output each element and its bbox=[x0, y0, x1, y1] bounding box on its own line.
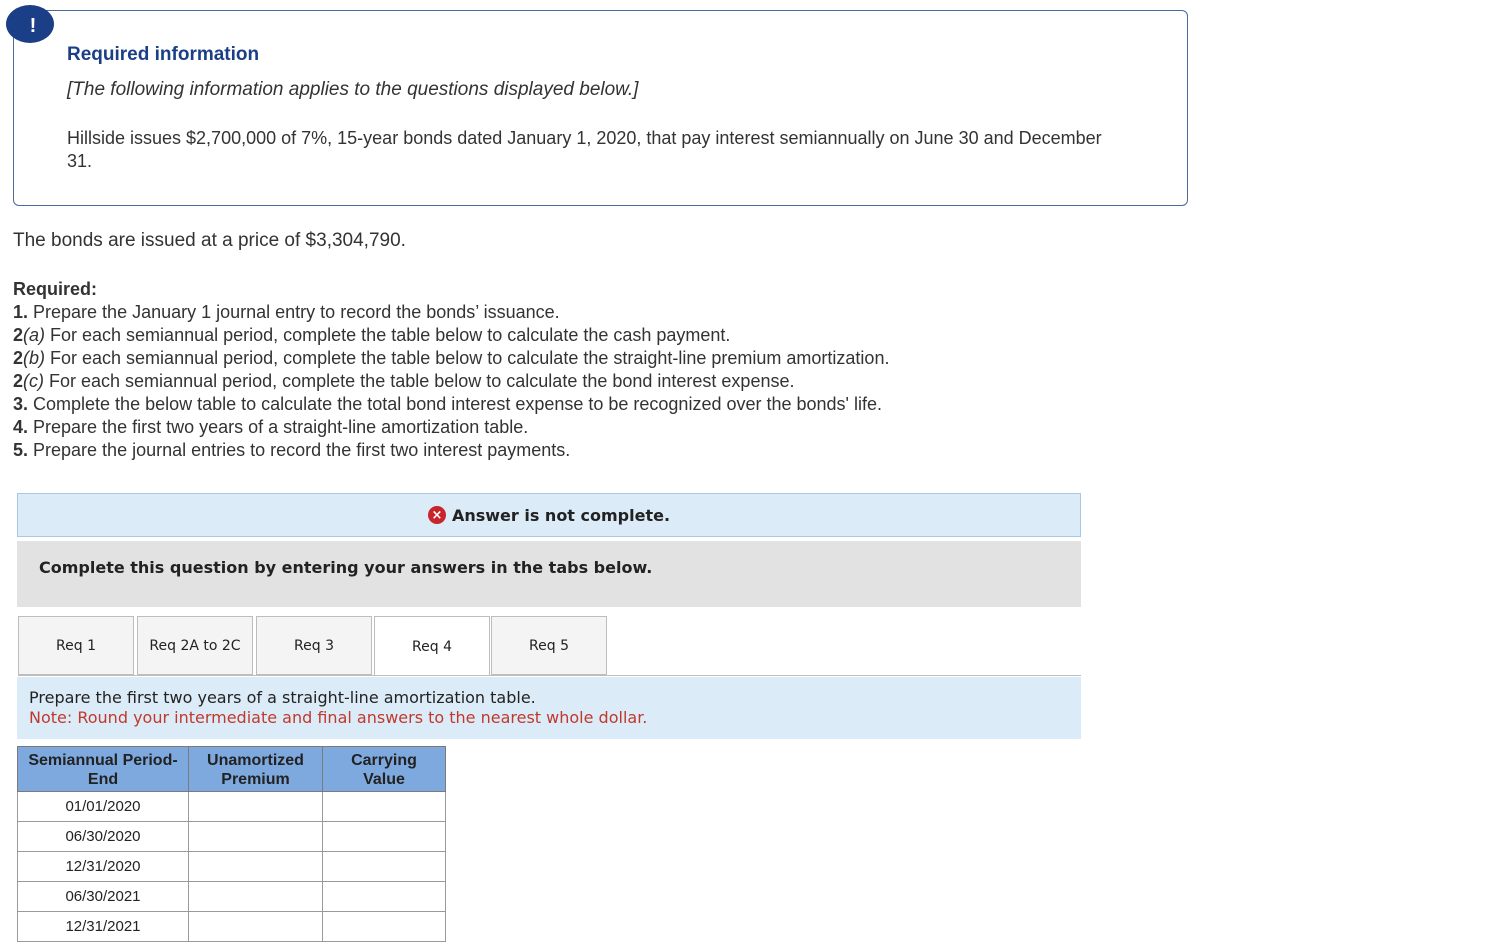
rounding-note: Note: Round your intermediate and final answers to the nearest whole dollar. bbox=[29, 708, 648, 727]
tab-req-5[interactable]: Req 5 bbox=[491, 616, 607, 675]
period-date-cell: 12/31/2020 bbox=[18, 852, 189, 882]
carrying-value-input[interactable] bbox=[323, 883, 445, 911]
period-date-cell: 06/30/2020 bbox=[18, 822, 189, 852]
carrying-value-input[interactable] bbox=[323, 913, 445, 941]
required-item: 1. Prepare the January 1 journal entry to record the bonds’ issuance. bbox=[13, 302, 560, 322]
info-subtitle: [The following information applies to the questions displayed below.] bbox=[67, 79, 639, 100]
info-body: Hillside issues $2,700,000 of 7%, 15-year bonds dated January 1, 2020, that pay interest semiannually on June 30 and December 31. bbox=[67, 128, 1102, 171]
unamortized-premium-input[interactable] bbox=[189, 823, 322, 851]
table-row bbox=[18, 822, 446, 852]
period-date-cell: 12/31/2021 bbox=[18, 912, 189, 942]
answer-status-text: Answer is not complete. bbox=[451, 505, 671, 525]
carrying-value-input[interactable] bbox=[323, 823, 445, 851]
premium-cell bbox=[189, 852, 323, 882]
carrying-value-input[interactable] bbox=[323, 793, 445, 821]
period-date-cell: 01/01/2020 bbox=[18, 792, 189, 822]
required-heading: Required: bbox=[13, 279, 98, 299]
carrying-cell bbox=[323, 912, 446, 942]
required-item: 2(b) For each semiannual period, complete the table below to calculate the straight-line premium amortization. bbox=[13, 348, 890, 368]
unamortized-premium-input[interactable] bbox=[189, 913, 322, 941]
tab-req-2a-2c[interactable]: Req 2A to 2C bbox=[137, 616, 253, 675]
question-instructions bbox=[17, 677, 1081, 739]
unamortized-premium-input[interactable] bbox=[189, 793, 322, 821]
info-title: Required information bbox=[67, 44, 260, 65]
required-item: 4. Prepare the first two years of a straight-line amortization table. bbox=[13, 417, 529, 437]
period-date-cell: 06/30/2021 bbox=[18, 882, 189, 912]
answer-status-banner bbox=[17, 493, 1081, 537]
issue-price-text: The bonds are issued at a price of $3,304,790. bbox=[13, 230, 406, 251]
premium-cell bbox=[189, 882, 323, 912]
premium-cell bbox=[189, 822, 323, 852]
alert-icon: ! bbox=[6, 5, 54, 43]
instructions-banner bbox=[17, 541, 1081, 607]
unamortized-premium-input[interactable] bbox=[189, 853, 322, 881]
column-header: Carrying Value bbox=[323, 747, 446, 792]
required-item: 5. Prepare the journal entries to record the first two interest payments. bbox=[13, 440, 571, 460]
required-item: 2(c) For each semiannual period, complete the table below to calculate the bond interest expense. bbox=[13, 371, 795, 391]
unamortized-premium-input[interactable] bbox=[189, 883, 322, 911]
carrying-value-input[interactable] bbox=[323, 853, 445, 881]
required-list bbox=[13, 278, 889, 462]
premium-cell bbox=[189, 912, 323, 942]
error-x-icon: × bbox=[428, 506, 446, 524]
table-row bbox=[18, 912, 446, 942]
column-header: Unamortized Premium bbox=[189, 747, 323, 792]
table-row bbox=[18, 852, 446, 882]
instructions-text: Complete this question by entering your answers in the tabs below. bbox=[39, 558, 653, 577]
required-item: 3. Complete the below table to calculate the total bond interest expense to be recognized over the bonds' life. bbox=[13, 394, 882, 414]
required-item: 2(a) For each semiannual period, complete the table below to calculate the cash payment. bbox=[13, 325, 731, 345]
tab-req-3[interactable]: Req 3 bbox=[256, 616, 372, 675]
table-row bbox=[18, 792, 446, 822]
carrying-cell bbox=[323, 852, 446, 882]
table-row bbox=[18, 882, 446, 912]
carrying-cell bbox=[323, 882, 446, 912]
instruction-text: Prepare the first two years of a straight-line amortization table. bbox=[29, 688, 536, 707]
tab-req-4[interactable]: Req 4 bbox=[374, 616, 490, 676]
column-header: Semiannual Period-End bbox=[18, 747, 189, 792]
tab-req-1[interactable]: Req 1 bbox=[18, 616, 134, 675]
premium-cell bbox=[189, 792, 323, 822]
amortization-table bbox=[17, 746, 446, 942]
required-information-box bbox=[13, 10, 1188, 206]
carrying-cell bbox=[323, 822, 446, 852]
carrying-cell bbox=[323, 792, 446, 822]
tab-divider bbox=[18, 675, 1081, 676]
